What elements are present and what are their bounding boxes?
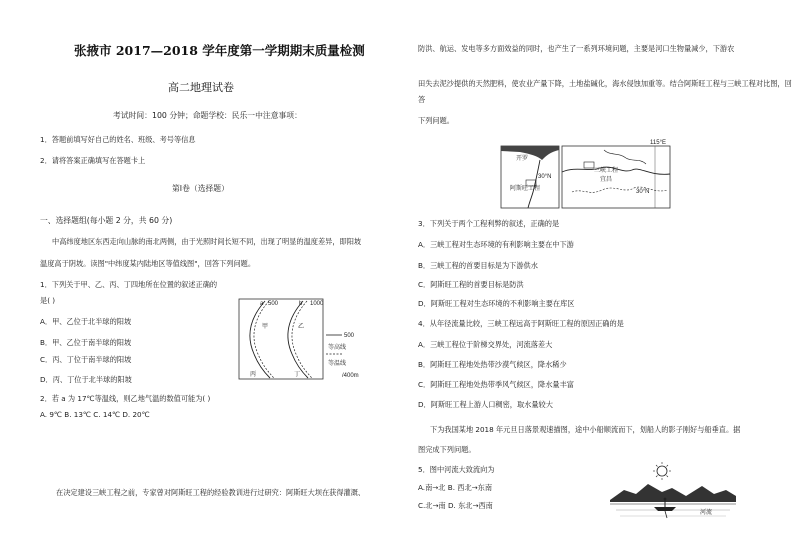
q3-option-a[interactable]: A．三峡工程对生态环境的有利影响主要在中下游 [418,240,574,249]
sunset-sketch-figure [610,460,736,520]
lon-label: 115°E [650,140,666,146]
label-a: a [260,301,264,307]
q4-stem: 4．从年径流量比较，三峡工程远高于阿斯旺工程的原因正确的是 [418,319,624,328]
label-500-top: 500 [268,301,279,307]
right-intro-line-1: 防洪、航运、发电等多方面效益的同时，也产生了一系列环境问题，主要是河口生物量减少，下游农 [418,44,735,53]
label-jia: 甲 [262,324,269,330]
q3-option-d[interactable]: D．阿斯旺工程对生态环境的不利影响主要在库区 [418,299,575,308]
isoline-figure [238,296,370,382]
aswan-label: 阿斯旺工程 [510,186,541,192]
q4-option-b[interactable]: B．阿斯旺工程地处热带沙漠气候区，降水稀少 [418,360,567,369]
intro5-line-1: 下为我国某地 2018 年元旦日落景观速描图，途中小船顺流而下，划船人的影子刚好与船垂直。据 [430,425,741,434]
q4-option-a[interactable]: A．三峡工程位于阶梯交界处，河流落差大 [418,340,553,349]
exam-title: 张掖市 2017—2018 学年度第一学期期末质量检测 [74,43,365,58]
boat-icon [654,507,676,511]
intro5-line-2: 图完成下列问题。 [418,445,476,454]
cairo-label: 开罗 [516,156,529,162]
label-ding: 丁 [294,372,301,378]
exam-info: 考试时间：100 分钟；命题学校：民乐一中注意事项： [113,111,302,120]
legend-400: /400m [342,373,359,379]
q1-option-a[interactable]: A．甲、乙位于北半球的阳坡 [40,317,132,326]
yichang-label: 宜昌 [600,177,613,183]
section-title: 第Ⅰ卷（选择题） [172,184,229,193]
q3-option-c[interactable]: C．阿斯旺工程的首要目标是防洪 [418,280,524,289]
water-label: 河流 [700,510,713,516]
q2-stem: 2．若 a 为 17℃等温线，则乙地气温的数值可能为( ) [40,394,211,403]
q1-option-b[interactable]: B．甲、乙位于南半球的阳坡 [40,338,132,347]
q4-option-d[interactable]: D．阿斯旺工程上游人口稠密，取水量较大 [418,400,553,409]
q3-option-b[interactable]: B．三峡工程的首要目标是为下游供水 [418,261,538,270]
legend-isotherm-label: 等温线 [328,361,347,367]
note-2: 2．请将答案正确填写在答题卡上 [40,156,146,165]
note-1: 1．答题前填写好自己的姓名、班级、考号等信息 [40,135,196,144]
q3-stem: 3．下列关于两个工程利弊的叙述，正确的是 [418,219,560,228]
label-1000: 1000 [310,301,324,307]
q1-stem-line2: 是( ) [40,296,56,305]
q4-option-c[interactable]: C．阿斯旺工程地处热带季风气候区，降水量丰富 [418,380,574,389]
q1-option-d[interactable]: D．丙、丁位于北半球的阳坡 [40,375,132,384]
lat-label: 30°N [538,174,552,180]
legend-contour-label: 等高线 [328,345,347,351]
right-intro-line-3: 下列问题。 [418,116,454,125]
sun-icon [657,466,667,476]
bottom-line: 在决定建设三峡工程之前，专家曾对阿斯旺工程的经验教训进行过研究：阿斯旺大坝在获得灌溉、 [56,488,366,497]
q5-stem: 5．图中河流大致流向为 [418,465,495,474]
label-yi: 乙 [298,324,305,330]
part-title: 一、选择题组(每小题 2 分，共 60 分) [40,216,173,225]
dam-comparison-figure [500,138,672,210]
sanxia-label: 三峡工程 [594,168,619,174]
q5-option-line-2[interactable]: C.北→南 D. 东北→西南 [418,501,493,510]
intro-line-1: 中高纬度地区东西走向山脉的南北两侧，由于光照时间长短不同，出现了明显的温度差异，即阳坡 [52,237,362,246]
q5-option-line-1[interactable]: A.南→北 B. 西北→东南 [418,483,493,492]
legend-500: 500 [344,333,355,339]
q1-option-c[interactable]: C．丙、丁位于南半球的阳坡 [40,355,132,364]
lat-label-2: 30°N [636,189,650,195]
label-bing: 丙 [250,372,257,378]
right-intro-line-2: 田失去泥沙提供的天然肥料，使农业产量下降，土地盐碱化，海水侵蚀加重等。结合阿斯旺工程与三峡工程对比图，回 [418,79,792,88]
label-b: b [299,301,303,307]
intro-line-2: 温度高于阴坡。读图"中纬度某内陆地区等值线图"，回答下列问题。 [40,259,256,268]
exam-subtitle: 高二地理试卷 [168,81,234,94]
q2-options[interactable]: A. 9℃ B. 13℃ C. 14℃ D. 20℃ [40,410,150,419]
right-intro-line-2b: 答 [418,95,426,104]
q1-stem-line1: 1．下列关于甲、乙、丙、丁四地所在位置的叙述正确的 [40,280,218,289]
